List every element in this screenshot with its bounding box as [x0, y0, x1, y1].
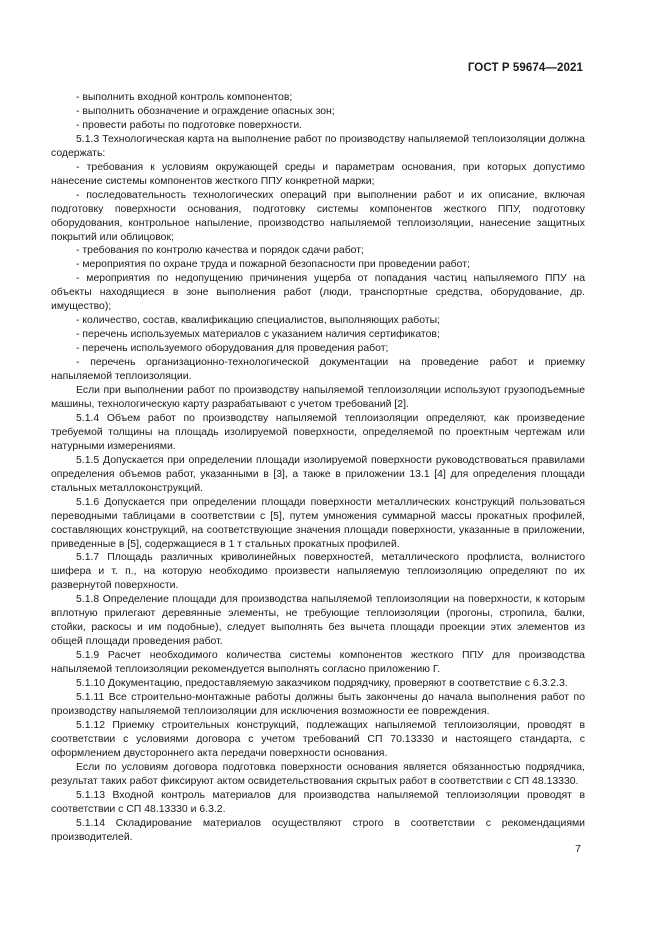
paragraph: - выполнить обозначение и ограждение опасных зон; [76, 105, 335, 117]
paragraph: 5.1.7 Площадь различных криволинейных поверхностей, металлического профлиста, волнистого шифера и т. п., на которую необходимо произвести напыляемую теплоизоляцию определяют по их развернутой поверхности. [51, 552, 585, 592]
paragraph: - выполнить входной контроль компонентов; [76, 92, 293, 103]
paragraph: - требования к условиям окружающей среды и параметрам основания, при которых допустимо нанесение системы компонентов жесткого ППУ конкретной марки; [51, 161, 585, 187]
paragraph: 5.1.6 Допускается при определении площади поверхности металлических конструкций пользоваться переводными таблицами в соответствии с [5], путем умножения суммарной массы прокатных профилей, составляющих конструкций, на соответствующие значения площади поверхности, указанные в приложении, приведенные в [5], содержащиеся в 1 т стальных прокатных профилей. [51, 496, 585, 550]
paragraph: 5.1.13 Входной контроль материалов для производства напыляемой теплоизоляции проводят в соответствии с СП 48.13330 и 6.3.2. [51, 789, 585, 815]
paragraph: Если при выполнении работ по производству напыляемой теплоизоляции используют грузоподъемные машины, технологическую карту разрабатывают с учетом требований [2]. [51, 385, 585, 410]
paragraph: - последовательность технологических операций при выполнении работ и их описание, включая подготовку поверхности основания, подготовку системы компонентов жесткого ППУ, подготовку оборудования, контрольное напыление, производство напыляемой теплоизоляции, нанесение защитных покрытий или облицовок; [51, 189, 585, 243]
paragraph: - мероприятия по охране труда и пожарной безопасности при проведении работ; [76, 259, 470, 271]
paragraph: 5.1.10 Документацию, предоставляемую заказчиком подрядчику, проверяют в соответствие с 6.3.2.3. [76, 678, 568, 690]
paragraph: - провести работы по подготовке поверхности. [76, 119, 303, 131]
paragraph: 5.1.11 Все строительно-монтажные работы должны быть закончены до начала выполнения работ по производству напыляемой теплоизоляции для исключения возможности ее повреждения. [51, 691, 585, 717]
paragraph: - требования по контролю качества и порядок сдачи работ; [76, 245, 364, 257]
paragraph: - перечень организационно-технологической документации на проведение работ и приемку напыляемой теплоизоляции. [51, 357, 585, 383]
paragraph: - перечень используемых материалов с указанием наличия сертификатов; [76, 329, 440, 341]
paragraph: Если по условиям договора подготовка поверхности основания является обязанностью подрядчика, результат таких работ фиксируют актом освидетельствования скрытых работ в соответствии с СП 48.13330. [51, 761, 585, 787]
paragraph: 5.1.14 Складирование материалов осуществляют строго в соответствии с рекомендациями производителей. [51, 817, 585, 843]
paragraph: - мероприятия по недопущению причинения ущерба от попадания частиц напыляемого ППУ на объекты находящиеся в зоне выполнения работ (люди, транспортные средства, оборудование, др. имущество); [51, 273, 585, 313]
document-body [51, 91, 585, 844]
paragraph: - количество, состав, квалификацию специалистов, выполняющих работы; [76, 315, 441, 327]
page-number: 7 [575, 843, 581, 855]
paragraph: 5.1.12 Приемку строительных конструкций, подлежащих напыляемой теплоизоляции, проводят в соответствии с условиями договора с учетом требований СП 70.13330 и настоящего стандарта, с оформлением двустороннего акта передачи поверхности основания. [51, 719, 585, 759]
paragraph: 5.1.4 Объем работ по производству напыляемой теплоизоляции определяют, как произведение требуемой толщины на площадь изолируемой поверхности, определяемой по проектным чертежам или натурными измерениями. [51, 412, 585, 452]
document-standard-number: ГОСТ Р 59674—2021 [467, 62, 583, 74]
paragraph: - перечень используемого оборудования для проведения работ; [76, 343, 389, 355]
paragraph: 5.1.5 Допускается при определении площади изолируемой поверхности руководствоваться правилами определения объемов работ, указанными в [3], а также в приложении 13.1 [4] для определения площади стальных металлоконструкций. [51, 454, 585, 494]
paragraph: 5.1.3 Технологическая карта на выполнение работ по производству напыляемой теплоизоляции должна содержать: [51, 133, 585, 159]
paragraph: 5.1.9 Расчет необходимого количества системы компонентов жесткого ППУ для производства напыляемой теплоизоляции рекомендуется выполнять согласно приложению Г. [51, 650, 585, 676]
paragraph: 5.1.8 Определение площади для производства напыляемой теплоизоляции на поверхности, к которым вплотную прилегают деревянные элементы, не требующие теплоизоляции (прогоны, стропила, балки, стойки, раскосы и им подобные), следует выполнять без вычета площади проекции этих элементов из общей площади проведения работ. [51, 594, 585, 648]
